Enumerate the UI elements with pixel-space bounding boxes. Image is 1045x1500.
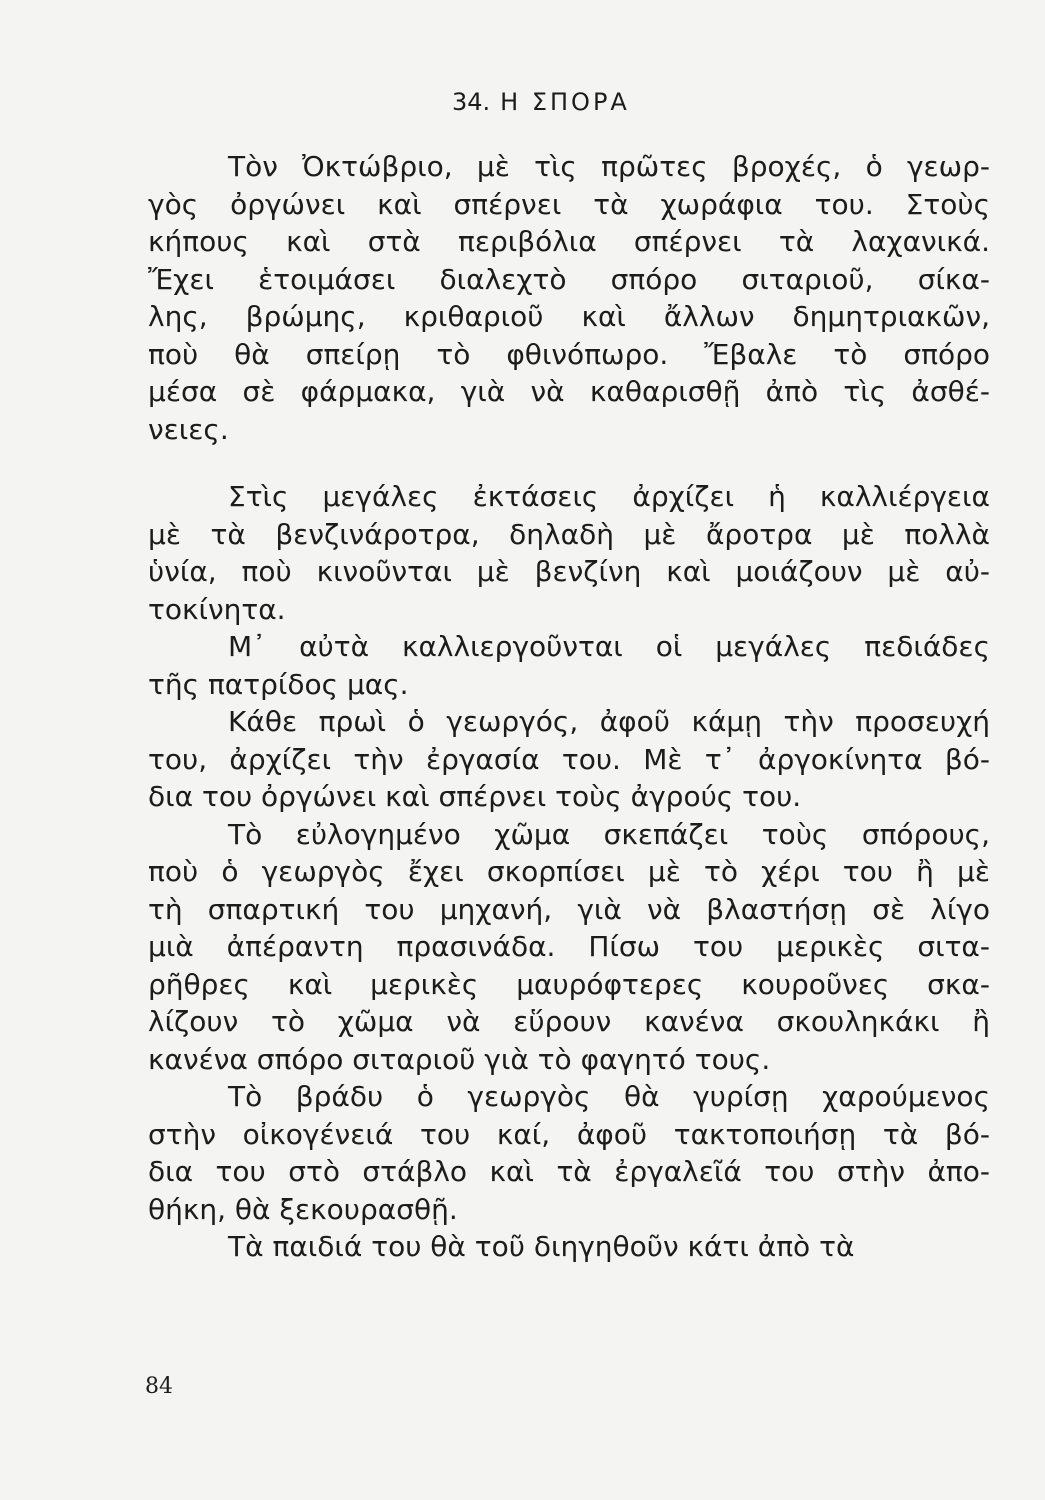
text-line: μιὰ ἀπέραντη πρασινάδα. Πίσω του μερικὲς σιτα-: [148, 930, 990, 963]
text-line: νειες.: [148, 412, 229, 446]
paragraph-gap: [148, 448, 990, 478]
text-line: κανένα σπόρο σιταριοῦ γιὰ τὸ φαγητό τους.: [148, 1042, 771, 1076]
paragraph: [148, 478, 990, 628]
chapter-number: 34.: [452, 88, 491, 116]
paragraph: [148, 148, 990, 448]
text-line: Κάθε πρωὶ ὁ γεωργός, ἀφοῦ κάμῃ τὴν προσευχή: [228, 705, 990, 738]
text-line: Στὶς μεγάλες ἐκτάσεις ἀρχίζει ἡ καλλιέργεια: [228, 480, 990, 513]
paragraph: [148, 816, 990, 1079]
paragraph: [148, 703, 990, 816]
text-line: Ἔχει ἑτοιμάσει διαλεχτὸ σπόρο σιταριοῦ, σίκα-: [148, 262, 990, 296]
text-line: τὴ σπαρτική του μηχανή, γιὰ νὰ βλαστήσῃ σὲ λίγο: [148, 892, 990, 926]
text-line: θήκη, θὰ ξεκουρασθῇ.: [148, 1192, 458, 1226]
text-line: Τὸν Ὀκτώβριο, μὲ τὶς πρῶτες βροχές, ὁ γεωρ-: [228, 150, 990, 183]
text-line: τῆς πατρίδος μας.: [148, 667, 409, 701]
text-line: λης, βρώμης, κριθαριοῦ καὶ ἄλλων δημητριακῶν,: [148, 300, 990, 333]
text-line: Τὸ βράδυ ὁ γεωργὸς θὰ γυρίσῃ χαρούμενος: [228, 1080, 990, 1113]
page-number: 84: [145, 1374, 173, 1399]
text-line: Μ᾽ αὐτὰ καλλιεργοῦνται οἱ μεγάλες πεδιάδες: [228, 630, 990, 663]
text-line: Τὰ παιδιά του θὰ τοῦ διηγηθοῦν κάτι ἀπὸ τὰ: [228, 1230, 855, 1263]
text-line: λίζουν τὸ χῶμα νὰ εὕρουν κανένα σκουληκάκι ἢ: [148, 1005, 990, 1038]
text-line: μὲ τὰ βενζινάροτρα, δηλαδὴ μὲ ἄροτρα μὲ πολλὰ: [148, 517, 990, 551]
text-line: γὸς ὀργώνει καὶ σπέρνει τὰ χωράφια του. Στοὺς: [148, 187, 990, 221]
chapter-heading: [452, 88, 630, 116]
text-line: στὴν οἰκογένειά του καί, ἀφοῦ τακτοποιήσῃ τὰ βό-: [148, 1117, 990, 1151]
text-line: μέσα σὲ φάρμακα, γιὰ νὰ καθαρισθῇ ἀπὸ τὶς ἀσθέ-: [148, 375, 990, 408]
text-line: ποὺ ὁ γεωργὸς ἔχει σκορπίσει μὲ τὸ χέρι του ἢ μὲ: [148, 855, 990, 888]
text-line: ρῆθρες καὶ μερικὲς μαυρόφτερες κουροῦνες σκα-: [148, 967, 990, 1001]
chapter-title: Η ΣΠΟΡΑ: [500, 88, 630, 116]
text-line: κήπους καὶ στὰ περιβόλια σπέρνει τὰ λαχανικά.: [148, 225, 990, 258]
text-line: Τὸ εὐλογημένο χῶμα σκεπάζει τοὺς σπόρους,: [228, 817, 990, 851]
paragraph: [148, 628, 990, 703]
text-line: τοκίνητα.: [148, 592, 286, 626]
paragraph: [148, 1078, 990, 1228]
chapter-body: [148, 148, 990, 1266]
paragraph: [148, 1228, 990, 1266]
text-line: του, ἀρχίζει τὴν ἐργασία του. Μὲ τ᾽ ἀργοκίνητα βό-: [148, 742, 990, 776]
text-line: δια του ὀργώνει καὶ σπέρνει τοὺς ἀγρούς του.: [148, 780, 802, 813]
text-line: ὑνία, ποὺ κινοῦνται μὲ βενζίνη καὶ μοιάζουν μὲ αὐ-: [148, 555, 990, 588]
text-line: δια του στὸ στάβλο καὶ τὰ ἐργαλεῖά του στὴν ἀπο-: [148, 1155, 990, 1188]
text-line: ποὺ θὰ σπείρῃ τὸ φθινόπωρο. Ἔβαλε τὸ σπόρο: [148, 337, 990, 371]
